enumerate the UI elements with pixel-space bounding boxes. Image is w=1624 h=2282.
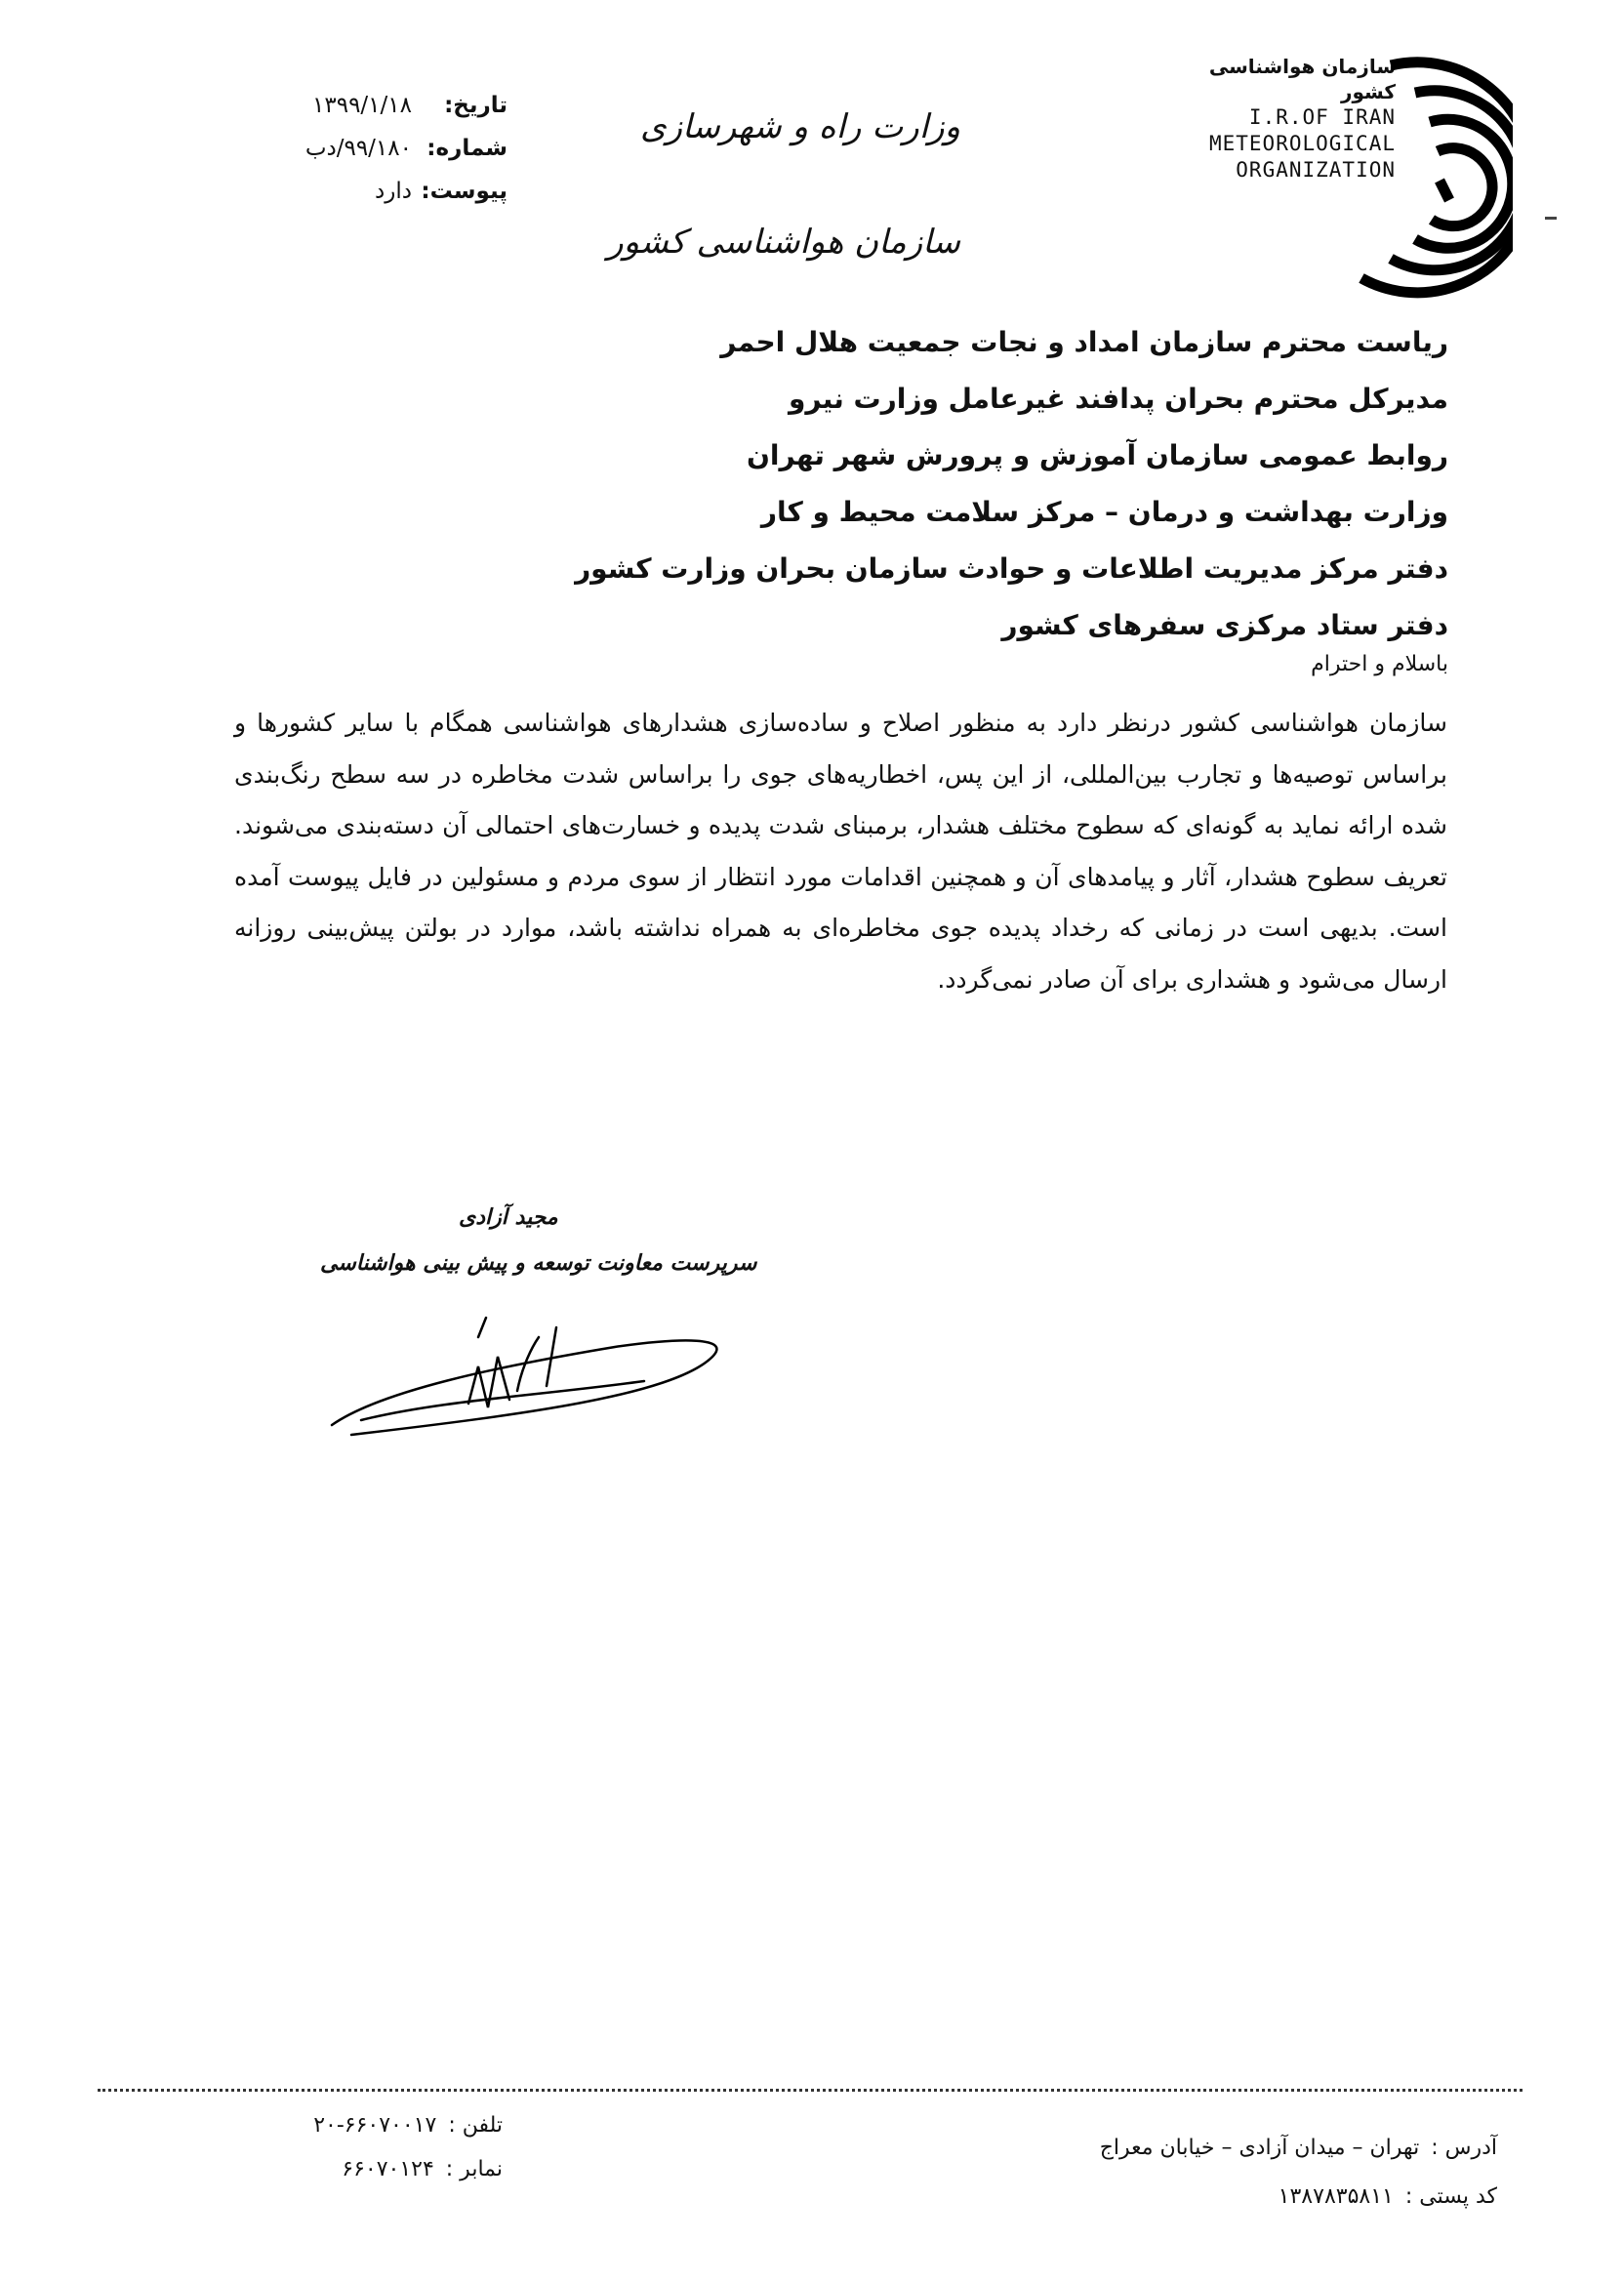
postal-code-row <box>1100 2172 1497 2221</box>
spiral-logo-icon <box>1322 54 1513 307</box>
handwritten-signature <box>322 1298 732 1454</box>
number-row <box>264 127 508 170</box>
logo-name-en-line-3: ORGANIZATION <box>1236 158 1396 182</box>
date-value: ۱۳۹۹/۱/۱۸ <box>312 93 412 118</box>
address-info <box>1100 2123 1497 2221</box>
phone-label: تلفن : <box>448 2113 503 2138</box>
number-value: ۹۹/۱۸۰/دب <box>304 136 412 161</box>
recipient: وزارت بهداشت و درمان – مرکز سلامت محیط و کار <box>760 496 1448 528</box>
attachment-row <box>264 170 508 213</box>
address-value: تهران – میدان آزادی – خیابان معراج <box>1099 2135 1420 2160</box>
attachment-label: پیوست: <box>421 179 508 204</box>
logo-name-en-line-2: METEOROLOGICAL <box>1208 132 1396 155</box>
address-label: آدرس : <box>1431 2135 1497 2160</box>
date-label: تاریخ: <box>444 93 508 118</box>
signer-title: سرپرست معاونت توسعه و پیش بینی هواشناسی <box>320 1251 757 1276</box>
recipient: دفتر مرکز مدیریت اطلاعات و حوادث سازمان بحران وزارت کشور <box>575 552 1448 585</box>
fax-value: ۶۶۰۷۰۱۲۴ <box>342 2157 434 2181</box>
recipient: ریاست محترم سازمان امداد و نجات جمعیت هلال احمر <box>720 326 1448 358</box>
letter-meta <box>264 84 508 213</box>
fax-label: نمابر : <box>445 2157 503 2181</box>
phone-row <box>278 2103 503 2147</box>
recipient: روابط عمومی سازمان آموزش و پرورش شهر تهران <box>747 439 1448 471</box>
logo-name-en-line-1: I.R.OF IRAN <box>1248 105 1396 129</box>
postal-code-label: کد پستی : <box>1404 2183 1497 2209</box>
organization-logo <box>1181 54 1513 307</box>
phone-value: ۲۰-۶۶۰۷۰۰۱۷ <box>313 2113 437 2138</box>
fax-row <box>278 2147 503 2191</box>
letter-body: سازمان هواشناسی کشور درنظر دارد به منظور اصلاح و ساده‌سازی هشدارهای هواشناسی همگام با سایر کشورها و براساس توصیه‌ها و تجارب بین‌المللی، از این پس، اخطاریه‌های جوی را براساس شدت مخاطره در سه سطح رنگ‌بندی شده ارائه نماید به گونه‌ای که سطوح مختلف هشدار، برمبنای شدت پدیده و خسارت‌های احتمالی آن دسته‌بندی می‌شوند. تعریف سطوح هشدار، آثار و پیامدهای آن و همچنین اقدامات مورد انتظار از سوی مردم و مسئولین در فایل پیوست آمده است. بدیهی است در زمانی که رخداد پدیده جوی مخاطره‌ای به همراه نداشته باشد، موارد در بولتن پیش‌بینی روزانه ارسال می‌شود و هشداری برای آن صادر نمی‌گردد. <box>234 709 1447 994</box>
signer-name: مجید آزادی <box>459 1205 558 1230</box>
ministry-title: وزارت راه و شهرسازی <box>639 107 960 146</box>
recipient: دفتر ستاد مرکزی سفرهای کشور <box>1001 609 1448 641</box>
recipients-list <box>575 314 1448 654</box>
postal-code-value: ۱۳۸۷۸۳۵۸۱۱ <box>1278 2183 1394 2209</box>
contact-numbers <box>278 2103 503 2191</box>
attachment-value: دارد <box>375 179 412 204</box>
address-row <box>1100 2123 1497 2172</box>
date-row <box>264 84 508 127</box>
greeting: باسلام و احترام <box>1311 652 1448 676</box>
number-label: شماره: <box>426 136 508 161</box>
scan-mark <box>1545 217 1557 220</box>
recipient: مدیرکل محترم بحران پدافند غیرعامل وزارت نیرو <box>788 383 1448 415</box>
footer-divider <box>98 2089 1522 2092</box>
organization-title: سازمان هواشناسی کشور <box>607 223 960 262</box>
logo-name-fa: سازمان هواشناسی کشور <box>1208 55 1396 103</box>
